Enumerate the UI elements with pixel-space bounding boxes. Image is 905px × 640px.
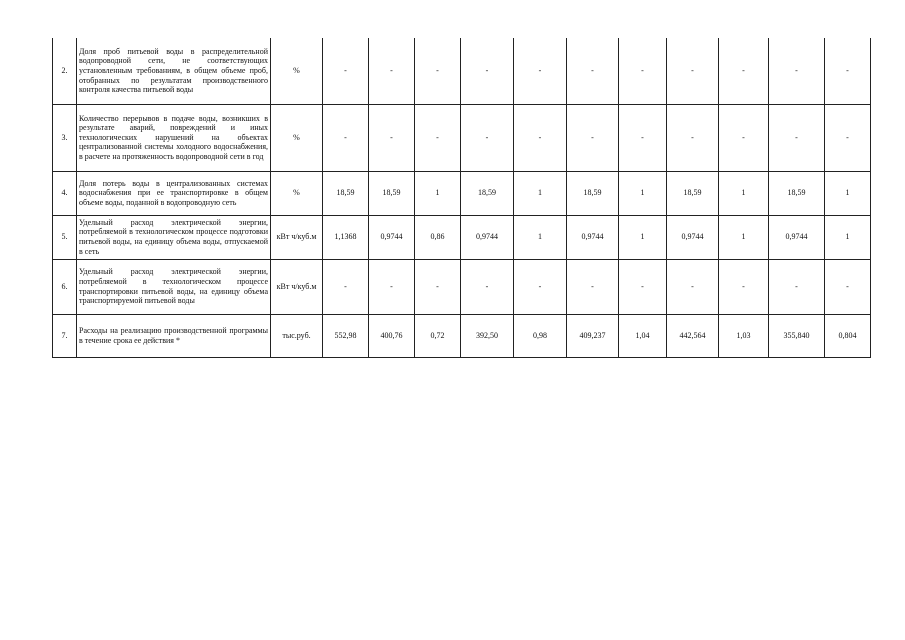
value-cell: 0,9744 [461,215,514,259]
value-cell: 1 [619,215,667,259]
value-cell: 0,9744 [567,215,619,259]
value-cell: 18,59 [369,171,415,215]
value-cell: 1 [825,215,871,259]
value-cell: 355,840 [769,314,825,357]
value-cell: - [567,104,619,171]
value-cell: - [514,104,567,171]
value-cell: - [769,104,825,171]
value-cell: - [461,38,514,104]
unit-cell: кВт ч/куб.м [271,259,323,314]
value-cell: 1 [514,171,567,215]
value-cell: 0,72 [415,314,461,357]
unit-cell: % [271,171,323,215]
value-cell: 1 [514,215,567,259]
unit-cell: кВт ч/куб.м [271,215,323,259]
value-cell: - [514,259,567,314]
value-cell: 442,564 [667,314,719,357]
indicators-table [52,38,871,358]
value-cell: - [567,38,619,104]
table-row [53,104,871,171]
row-number-cell: 3. [53,104,77,171]
value-cell: - [415,104,461,171]
value-cell: - [825,104,871,171]
value-cell: - [619,104,667,171]
value-cell: - [825,259,871,314]
value-cell: - [825,38,871,104]
value-cell: - [514,38,567,104]
value-cell: - [369,38,415,104]
value-cell: 18,59 [567,171,619,215]
value-cell: - [323,259,369,314]
row-number-cell: 6. [53,259,77,314]
value-cell: 400,76 [369,314,415,357]
value-cell: - [769,259,825,314]
indicator-description-cell: Доля проб питьевой воды в распределительной водопроводной сети, не соответствующих установленным требованиям, в общем объеме проб, отобранных по результатам производственного контроля качества питьевой воды [77,38,271,104]
table-body [53,38,871,357]
row-number-cell: 4. [53,171,77,215]
indicator-description-cell: Удельный расход электрической энергии, потребляемой в технологическом процессе транспортировки питьевой воды, на единицу объема транспортируемой питьевой воды [77,259,271,314]
value-cell: - [369,104,415,171]
value-cell: 0,9744 [769,215,825,259]
value-cell: 18,59 [323,171,369,215]
unit-cell: % [271,38,323,104]
indicator-description-cell: Количество перерывов в подаче воды, возникших в результате аварий, повреждений и иных технологических нарушений на объектах централизованной системы холодного водоснабжения, в расчете на протяженность водопроводной сети в год [77,104,271,171]
value-cell: - [369,259,415,314]
value-cell: 392,50 [461,314,514,357]
value-cell: 0,98 [514,314,567,357]
value-cell: 1 [719,171,769,215]
table-row [53,215,871,259]
value-cell: 18,59 [461,171,514,215]
value-cell: 1,1368 [323,215,369,259]
value-cell: 1,03 [719,314,769,357]
value-cell: - [719,38,769,104]
table-row [53,38,871,104]
value-cell: 0,9744 [667,215,719,259]
indicator-description-cell: Удельный расход электрической энергии, потребляемой в технологическом процессе подготовки питьевой воды, на единицу объема воды, отпускаемой в сеть [77,215,271,259]
value-cell: 18,59 [769,171,825,215]
value-cell: - [323,104,369,171]
value-cell: 552,98 [323,314,369,357]
value-cell: - [667,259,719,314]
value-cell: - [461,104,514,171]
value-cell: 18,59 [667,171,719,215]
row-number-cell: 2. [53,38,77,104]
value-cell: - [667,104,719,171]
value-cell: 1 [415,171,461,215]
indicator-description-cell: Доля потерь воды в централизованных системах водоснабжения при ее транспортировке в общем объеме воды, поданной в водопроводную сеть [77,171,271,215]
value-cell: - [719,104,769,171]
value-cell: - [567,259,619,314]
value-cell: - [769,38,825,104]
value-cell: 0,804 [825,314,871,357]
table-row [53,171,871,215]
value-cell: - [323,38,369,104]
value-cell: - [719,259,769,314]
value-cell: - [619,38,667,104]
value-cell: - [667,38,719,104]
value-cell: 0,9744 [369,215,415,259]
value-cell: 1 [619,171,667,215]
indicator-description-cell: Расходы на реализацию производственной программы в течение срока ее действия * [77,314,271,357]
value-cell: 1 [825,171,871,215]
value-cell: 1 [719,215,769,259]
value-cell: - [461,259,514,314]
value-cell: - [415,259,461,314]
table-row [53,259,871,314]
value-cell: - [415,38,461,104]
value-cell: 409,237 [567,314,619,357]
row-number-cell: 7. [53,314,77,357]
value-cell: 1,04 [619,314,667,357]
unit-cell: тыс.руб. [271,314,323,357]
unit-cell: % [271,104,323,171]
value-cell: - [619,259,667,314]
value-cell: 0,86 [415,215,461,259]
row-number-cell: 5. [53,215,77,259]
table-row [53,314,871,357]
